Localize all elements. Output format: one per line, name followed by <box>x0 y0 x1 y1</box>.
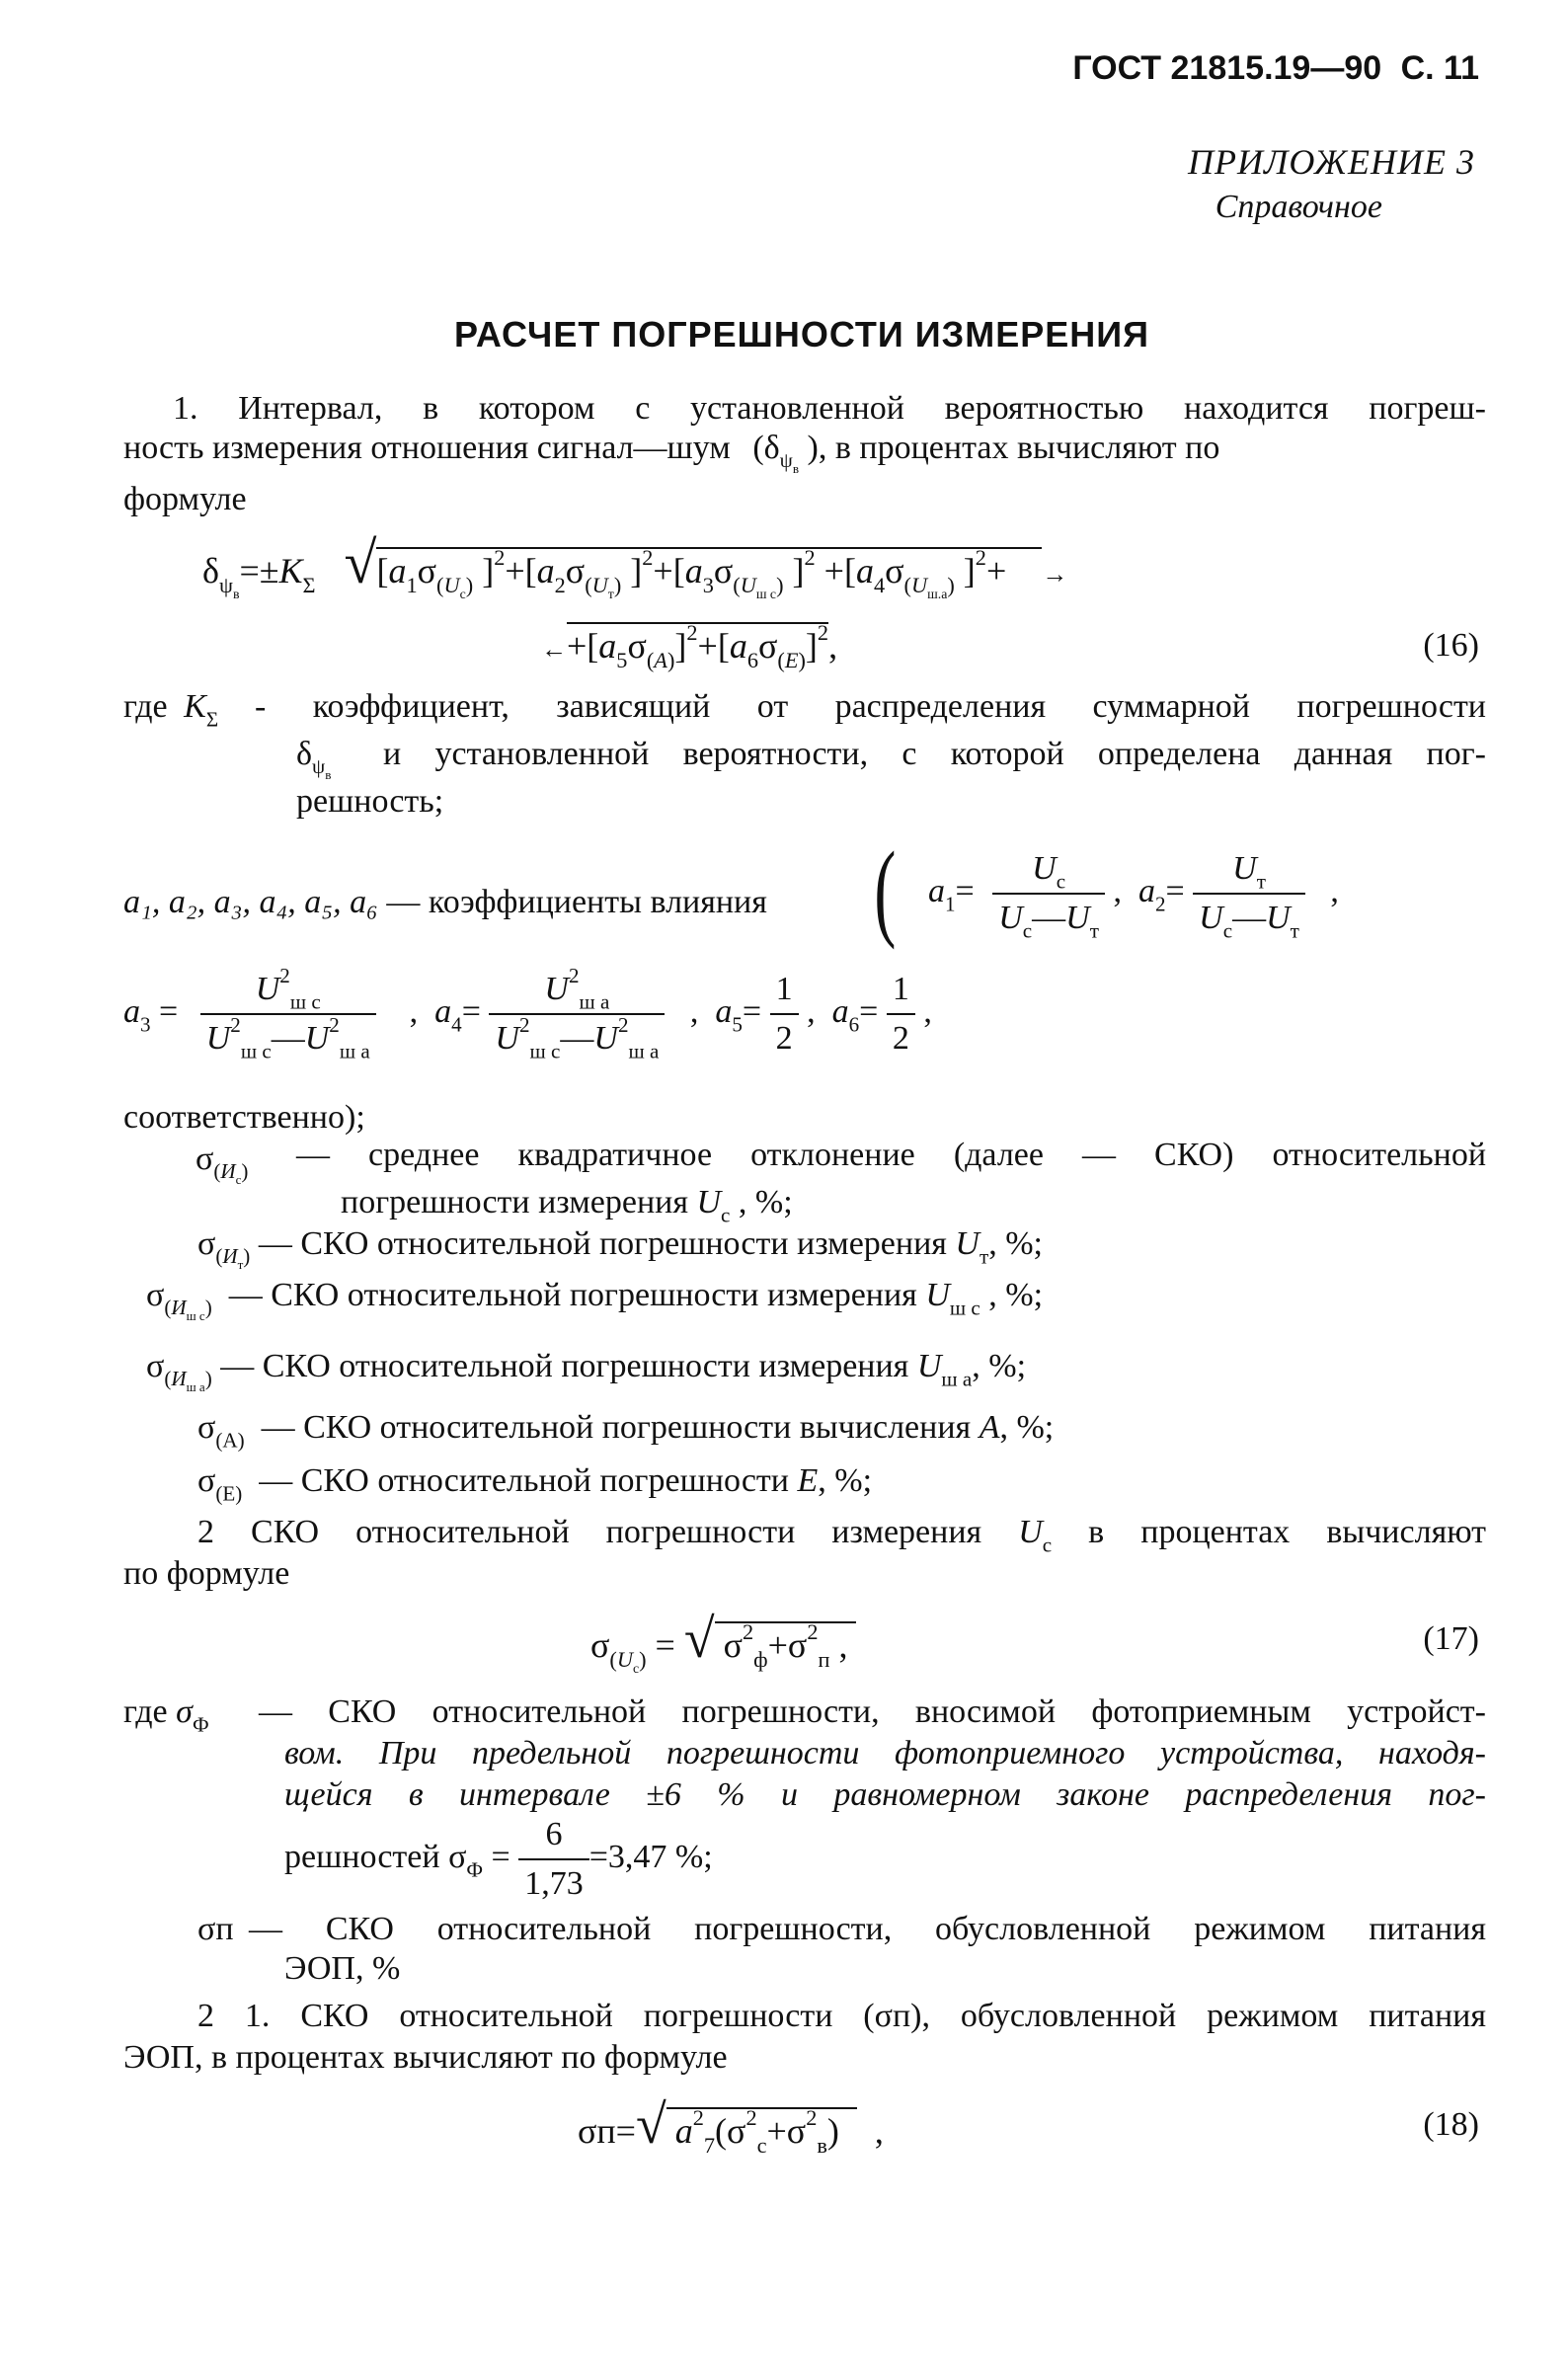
eq16-number: (16) <box>1423 627 1479 664</box>
where-phi-line3: щейся в интервале ±6 % и равномерном законе распределения пог- <box>284 1776 1486 1813</box>
coeff-a3-a6: $a_3$ = $\frac{U^2_{ш с}}{U^2_{ш с}—U^2_{ш а}}$ , $a_4=$ $\frac{U^2_{ш а}}{U^2_{ш с}—U^2_{ш а}}$ , $a_5=$ $\frac{1}{2}$ , $a_6=$ $\frac{1}{2}$ , <box>123 964 932 1063</box>
continue-arrow-icon: → <box>1042 560 1068 589</box>
sigma-def-1-a: — среднее квадратичное отклонение <box>296 1137 915 1173</box>
where-phi-symbol: где $\sigma_Ф$ <box>123 1693 209 1737</box>
page-number: С. 11 <box>1400 49 1479 87</box>
sigma-p-line1 <box>249 1908 1486 1951</box>
p2-line1-end: в процентах вычисляют <box>1088 1514 1487 1550</box>
phi-result: =3,47 %; <box>588 1838 713 1875</box>
sqrt-sign-icon: √ <box>635 2094 666 2156</box>
where-k-line2: $\delta_{\psi_в}$ <box>296 736 332 783</box>
p2-line1-start: 2 СКО относительной погрешности измерения <box>197 1514 982 1550</box>
sigma-p-line1-end: режимом питания <box>1194 1911 1486 1947</box>
coeff-end: соответственно); <box>123 1099 365 1136</box>
sigma-def-5-text: — СКО относительной погрешности вычисления <box>261 1409 972 1446</box>
sigma-def-1-cont-text: погрешности измерения <box>341 1184 688 1220</box>
sigma-p-line1-start: — СКО относительной погрешности, обусловленной <box>249 1911 1151 1947</box>
eq18-number: (18) <box>1423 2106 1479 2143</box>
p21-line2: ЭОП, в процентах вычисляют по формуле <box>123 2039 728 2076</box>
sigma-def-6-text: — СКО относительной погрешности <box>259 1462 789 1499</box>
where-k-desc2: и установленной вероятности, с которой определена данная пог- <box>383 736 1486 772</box>
standard-number: ГОСТ 21815.19—90 <box>1072 49 1382 87</box>
where-phi-line4-text: решностей <box>284 1838 440 1875</box>
open-paren-icon: ( <box>874 829 897 950</box>
appendix-label: ПРИЛОЖЕНИЕ 3 <box>1188 142 1475 182</box>
sigma-def-3: $\sigma_{(И_{ш с})}$ — СКО относительной погрешности измерения $U_{ш с}$ , %; <box>146 1277 1044 1324</box>
equation-18: σп=√ $a^2_7(\sigma^2_с+\sigma^2_в)$ , <box>578 2094 884 2159</box>
p1-line2-start: ность измерения отношения сигнал—шум <box>123 430 731 466</box>
where-k-line1: где $K_\Sigma$ <box>123 688 219 732</box>
p1-line3: формуле <box>123 481 247 517</box>
where-k-desc3: решность; <box>296 783 444 820</box>
equation-16-line1: $\delta_{\psi_в}=\pm K_\Sigma$ $√[a_1\sigma_{(U_c)}$ ]$^2+[a_2\sigma_{(U_т)}$ ]$^2+[a_3\sigma_{(U_{ш с})}$ ]$^2 +[a_4\sigma_{(U_{ш.а})}$ ]$^2$+ → <box>202 530 1068 602</box>
p2-line2: по формуле <box>123 1555 290 1592</box>
where-phi-line2: вом. При предельной погрешности фотоприемного устройства, находя- <box>284 1735 1486 1771</box>
section-title: РАСЧЕТ ПОГРЕШНОСТИ ИЗМЕРЕНИЯ <box>454 314 1150 354</box>
equation-16-line2: $\leftarrow+[a_5\sigma_{(A)}]^2+[a_6\sigma_{(E)}]^2$, <box>541 620 838 673</box>
eq16-lhs: δ <box>202 551 219 590</box>
phi-frac-num: 6 <box>545 1816 563 1852</box>
phi-frac-den: 1,73 <box>518 1858 589 1906</box>
sigma-def-4-text: — СКО относительной погрешности измерения <box>220 1348 909 1384</box>
sqrt-sign-icon: √ <box>344 530 377 595</box>
where-phi-line1: — СКО относительной погрешности, вносимой фотоприемным устройст- <box>259 1693 1486 1730</box>
p1-line2: ность измерения отношения сигнал—шум ($\delta_{\psi_в}$ ), в процентах вычисляют по <box>123 430 1220 477</box>
coeff-list: a₁, a₂, a₃, a₄, a₅, a₆ <box>123 884 378 920</box>
sigma-p-symbol: σп <box>197 1911 234 1947</box>
sqrt-sign-icon: √ <box>683 1609 715 1670</box>
eq17-number: (17) <box>1423 1620 1479 1657</box>
sigma-def-6: $\sigma_{(Е)}$ — СКО относительной погрешности E, %; <box>197 1462 873 1506</box>
page-header <box>1072 49 1479 88</box>
sigma-def-1-c: относительной <box>1272 1137 1487 1173</box>
sigma-def-1 <box>296 1134 1486 1177</box>
coeff-text: — коэффициенты влияния <box>386 884 767 920</box>
appendix-note: Справочное <box>1215 189 1382 225</box>
sigma-def-5: $\sigma_{(А)}$ — СКО относительной погрешности вычисления A, %; <box>197 1409 1055 1453</box>
coeff-a1-a2: $a_1=$ $\frac{U_с}{U_с—U_т}$ , $a_2=$ $\frac{U_т}{U_с—U_т}$ , <box>928 850 1339 943</box>
sigma-def-2: $\sigma_{(И_т)}$ — СКО относительной погрешности измерения $U_т$, %; <box>197 1225 1043 1273</box>
p2-line1: 2 СКО относительной погрешности измерения $U_с$ в процентах вычисляют <box>197 1514 1487 1557</box>
where-lead: где <box>123 688 168 725</box>
continue-arrow-back-icon: ← <box>541 635 567 664</box>
sigma-def-2-text: — СКО относительной погрешности измерения <box>258 1225 947 1262</box>
p1-line1: 1. Интервал, в котором с установленной вероятностью находится погреш- <box>173 390 1486 427</box>
sigma-p-line2: ЭОП, % <box>284 1950 401 1987</box>
sigma-uc-symbol: $\sigma_{(И_с)}$ <box>196 1141 249 1188</box>
sigma-def-1-cont: погрешности измерения $U_с$ , %; <box>341 1184 793 1227</box>
p21-line1: 2 1. СКО относительной погрешности (σп), обусловленной режимом питания <box>197 1998 1486 2034</box>
where-phi-line4: решностей $\sigma_Ф$ = $\frac{6}{1,73}$ =3,47 %; <box>284 1813 713 1906</box>
sigma-def-3-text: — СКО относительной погрешности измерения <box>228 1277 917 1313</box>
sigma-def-1-b: (далее — СКО) <box>953 1137 1234 1173</box>
p1-line2-end: , в процентах вычисляют по <box>818 430 1220 466</box>
where-k-desc1: - коэффициент, зависящий от распределения суммарной погрешности <box>255 688 1486 725</box>
equation-17: $\sigma_{(U_с)}$ = √ $\sigma^2_ф+\sigma^2_п$ , <box>590 1609 857 1677</box>
sigma-def-4: $\sigma_{(И_{ш а})}$ — СКО относительной погрешности измерения $U_{ш а}$, %; <box>146 1348 1027 1395</box>
coeff-list-line <box>123 881 767 924</box>
where-phi-lead: где <box>123 1693 168 1730</box>
